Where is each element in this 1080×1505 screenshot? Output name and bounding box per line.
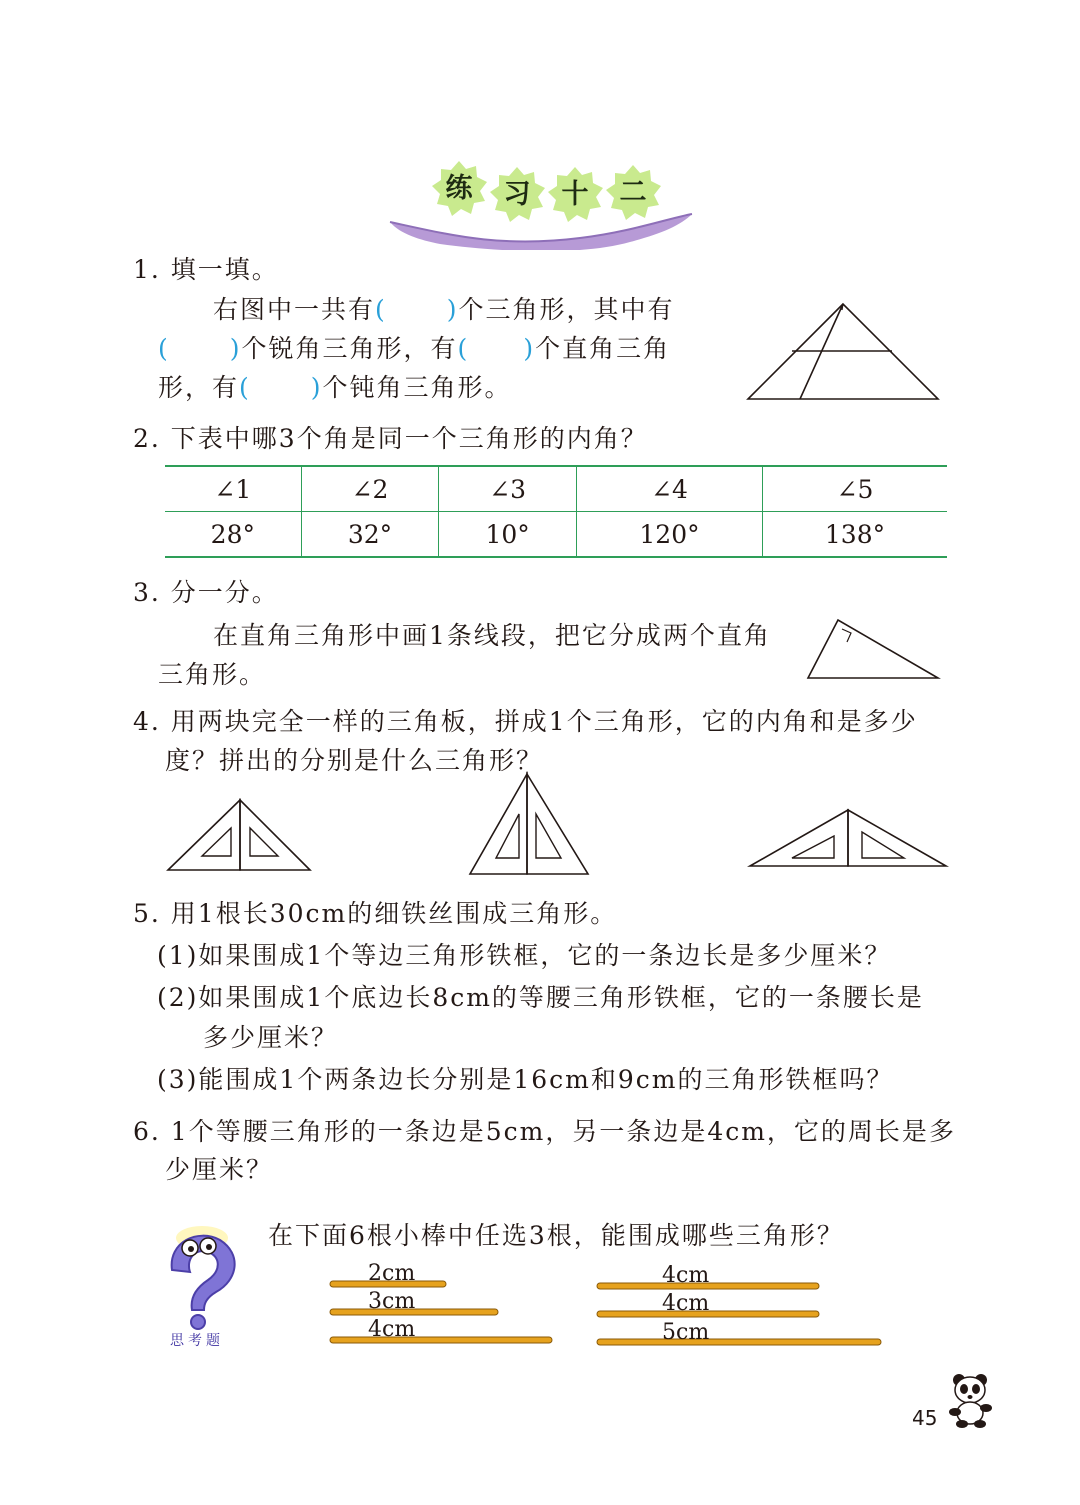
set-square-figure-2 — [462, 768, 598, 880]
blank-close: ) — [229, 334, 242, 363]
q4-line1: 4. 用两块完全一样的三角板，拼成1个三角形，它的内角和是多少 — [133, 707, 918, 736]
q5-part1: (1)如果围成1个等边三角形铁框，它的一条边长是多少厘米？ — [157, 941, 892, 970]
angle-header: ∠4 — [577, 466, 763, 512]
q1-line1 — [213, 293, 675, 327]
sticks-right-group — [595, 1281, 885, 1351]
q1-line3 — [158, 371, 512, 405]
table-value-row — [165, 512, 947, 558]
angle-value: 120° — [577, 512, 763, 558]
stick-label: 4cm — [368, 1317, 416, 1342]
angle-value: 28° — [165, 512, 301, 558]
q5-heading: 5. 用1根长30cm的细铁丝围成三角形。 — [133, 899, 618, 928]
angle-header: ∠2 — [301, 466, 439, 512]
title-char-3: 十 — [561, 179, 589, 210]
q1-text: 个三角形，其中有 — [458, 295, 675, 324]
panda-icon — [942, 1370, 998, 1430]
question-mark-mascot-icon — [150, 1218, 250, 1333]
q4-line2: 度？拼出的分别是什么三角形？ — [165, 746, 544, 775]
exercise-title — [380, 160, 700, 250]
q3-right-triangle-figure — [800, 612, 945, 682]
blank-open[interactable]: ( — [239, 373, 251, 402]
q3-line1: 在直角三角形中画1条线段，把它分成两个直角 — [213, 621, 771, 650]
blank-close: ) — [523, 334, 536, 363]
stick-label: 5cm — [662, 1320, 710, 1345]
blank-close: ) — [310, 373, 323, 402]
stick-label: 3cm — [368, 1289, 416, 1314]
blank-open[interactable]: ( — [457, 334, 470, 363]
q1-text: 个锐角三角形，有 — [241, 334, 458, 363]
think-question-label: 思考题 — [170, 1333, 224, 1349]
sticks-left-group — [328, 1277, 558, 1347]
stick-label: 2cm — [368, 1261, 416, 1286]
q5-part2-line2: 多少厘米？ — [203, 1023, 339, 1052]
q2-heading: 2. 下表中哪3个角是同一个三角形的内角？ — [133, 424, 648, 453]
blank-close: ) — [446, 295, 459, 324]
stick-label: 4cm — [662, 1263, 710, 1288]
title-char-1: 练 — [445, 173, 473, 204]
q3-line2: 三角形。 — [158, 660, 267, 689]
angles-table — [165, 465, 947, 558]
think-question-text: 在下面6根小棒中任选3根，能围成哪些三角形？ — [268, 1221, 844, 1250]
q1-text: 形，有 — [158, 373, 240, 402]
q5-part3: (3)能围成1个两条边长分别是16cm和9cm的三角形铁框吗？ — [157, 1065, 894, 1094]
title-badge-4 — [604, 164, 662, 222]
q1-line2 — [158, 332, 670, 366]
stick-label: 4cm — [662, 1291, 710, 1316]
title-char-2: 习 — [503, 179, 531, 210]
title-char-4: 二 — [619, 177, 647, 208]
q1-text: 个钝角三角形。 — [322, 373, 512, 402]
stick-4cm — [330, 1337, 552, 1343]
q5-part2-line1: (2)如果围成1个底边长8cm的等腰三角形铁框，它的一条腰长是 — [157, 983, 924, 1012]
q1-heading: 1. 填一填。 — [133, 255, 279, 284]
q3-heading: 3. 分一分。 — [133, 578, 279, 607]
angle-header: ∠5 — [763, 466, 948, 512]
set-square-figure-1 — [160, 792, 320, 874]
q6-line1: 6. 1个等腰三角形的一条边是5cm，另一条边是4cm，它的周长是多 — [133, 1117, 956, 1146]
q6-line2: 少厘米？ — [165, 1155, 274, 1184]
blank-open[interactable]: ( — [158, 334, 170, 363]
blank-open[interactable]: ( — [375, 295, 387, 324]
angle-value: 32° — [301, 512, 439, 558]
page-number: 45 — [912, 1406, 938, 1430]
q1-text: 个直角三角 — [535, 334, 671, 363]
q1-triangle-figure — [740, 298, 945, 406]
table-header-row — [165, 466, 947, 512]
angle-header: ∠1 — [165, 466, 301, 512]
q1-text: 右图中一共有 — [213, 295, 376, 324]
title-badge-1 — [430, 160, 488, 218]
title-badge-2 — [488, 166, 546, 224]
set-square-figure-3 — [742, 802, 952, 874]
angle-header: ∠3 — [439, 466, 577, 512]
angle-value: 10° — [439, 512, 577, 558]
angle-value: 138° — [763, 512, 948, 558]
stick-5cm — [597, 1339, 881, 1345]
title-badge-3 — [546, 166, 604, 224]
